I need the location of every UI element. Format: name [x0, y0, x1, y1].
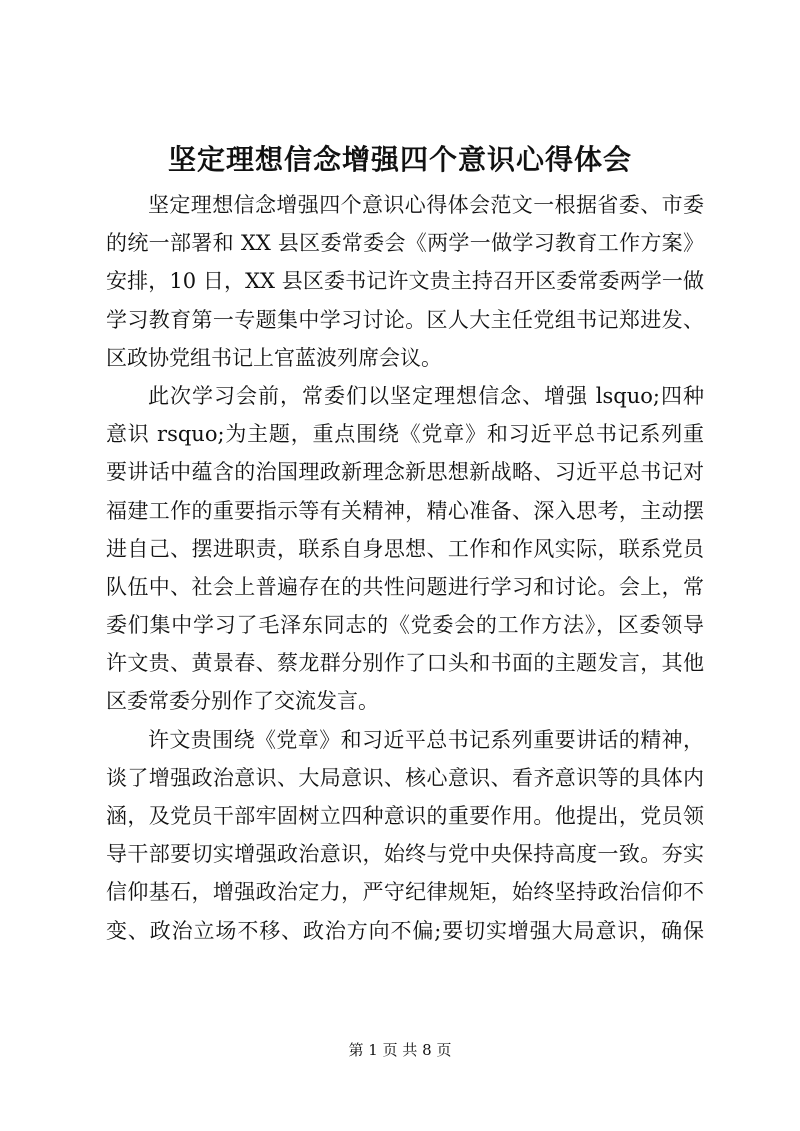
paragraph-2-line: 此次学习会前，常委们以坚定理想信念、增强 lsquo;四种 — [148, 383, 704, 408]
page-number-footer: 第 1 页 共 8 页 — [348, 1041, 452, 1059]
paragraph-1-line: 区政协党组书记上官蓝波列席会议。 — [106, 345, 442, 370]
paragraph-3-line: 许文贵围绕《党章》和习近平总书记系列重要讲话的精神， — [148, 727, 704, 752]
paragraph-2-line: 许文贵、黄景春、蔡龙群分别作了口头和书面的主题发言，其他 — [106, 651, 704, 676]
paragraph-1-line: 的统一部署和 XX 县区委常委会《两学一做学习教育工作方案》 — [106, 231, 704, 256]
paragraph-2-line: 区委常委分别作了交流发言。 — [106, 689, 379, 714]
document-body — [106, 186, 704, 950]
paragraph-1-line: 学习教育第一专题集中学习讨论。区人大主任党组书记郑进发、 — [106, 307, 704, 332]
paragraph-2-line: 福建工作的重要指示等有关精神，精心准备、深入思考，主动摆 — [106, 498, 704, 523]
paragraph-3-line: 导干部要切实增强政治意识，始终与党中央保持高度一致。夯实 — [106, 842, 704, 867]
paragraph-3-line: 涵，及党员干部牢固树立四种意识的重要作用。他提出，党员领 — [106, 804, 704, 828]
paragraph-2-line: 委们集中学习了毛泽东同志的《党委会的工作方法》，区委领导 — [106, 613, 704, 638]
paragraph-2-line: 队伍中、社会上普遍存在的共性问题进行学习和讨论。会上，常 — [106, 574, 704, 599]
paragraph-1-line: 坚定理想信念增强四个意识心得体会范文一根据省委、市委 — [148, 193, 704, 217]
paragraph-2-line: 要讲话中蕴含的治国理政新理念新思想新战略、习近平总书记对 — [106, 460, 704, 485]
document-title: 坚定理想信念增强四个意识心得体会 — [167, 143, 632, 176]
paragraph-2-line: 意识 rsquo;为主题，重点围绕《党章》和习近平总书记系列重 — [106, 422, 704, 447]
paragraph-1-line: 安排，10 日，XX 县区委书记许文贵主持召开区委常委两学一做 — [106, 269, 704, 294]
paragraph-3-line: 信仰基石，增强政治定力，严守纪律规矩，始终坚持政治信仰不 — [106, 880, 704, 905]
paragraph-3-line: 谈了增强政治意识、大局意识、核心意识、看齐意识等的具体内 — [106, 765, 704, 790]
paragraph-2-line: 进自己、摆进职责，联系自身思想、工作和作风实际，联系党员 — [106, 536, 704, 561]
paragraph-3-line: 变、政治立场不移、政治方向不偏;要切实增强大局意识，确保 — [106, 918, 704, 943]
